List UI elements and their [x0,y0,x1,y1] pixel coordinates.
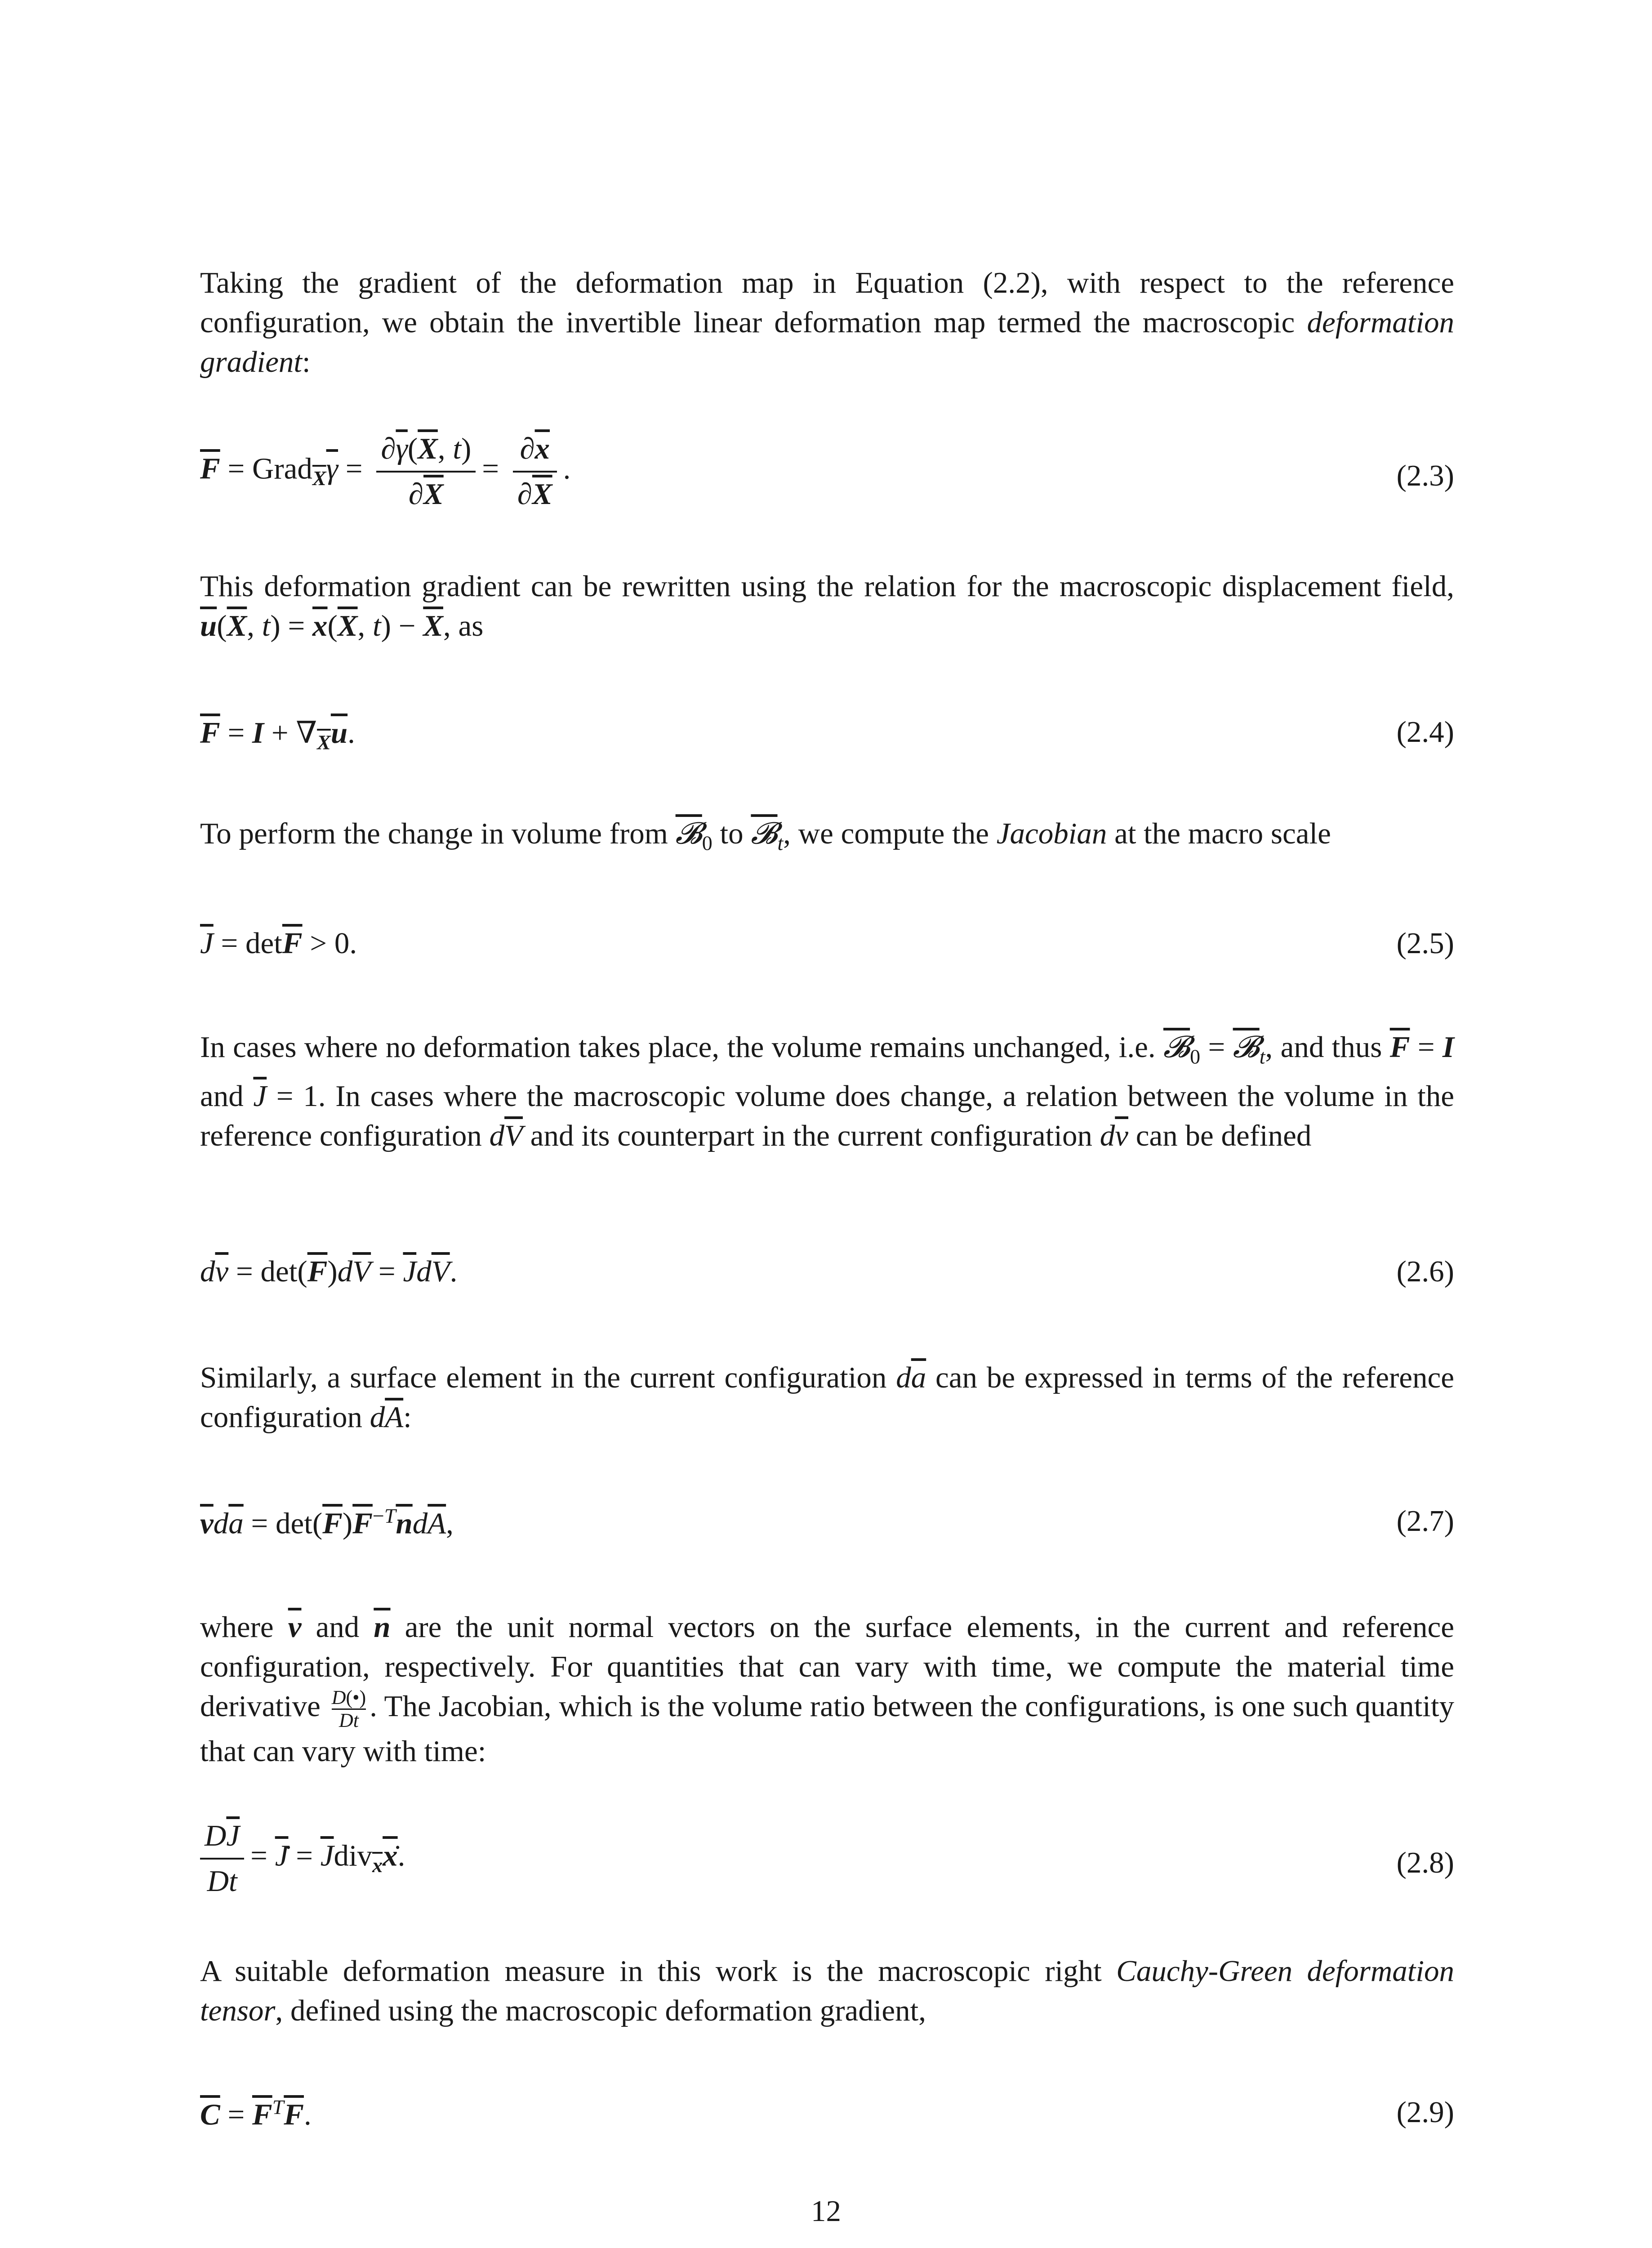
equation-body: $\overline{\nu}d\overline{a} = \det(\overline{F})\overline{F}^{-T}\overline{n}d\overline{A}$, [200,1504,454,1540]
text: Taking the gradient of the deformation map in Equation (2.2), with respect to the reference configuration, we obtain the invertible linear deformation map termed the macroscopic [200,266,1454,339]
text: , as [443,609,484,642]
text: A suitable deformation measure in this work is the macroscopic right [200,1954,1117,1988]
paragraph-cauchy-green [200,1951,1454,2030]
text: and its counterpart in the current configuration [523,1119,1100,1153]
equation-number: (2.9) [1396,2096,1454,2129]
equation-body: $d\overline{v} = \det(\overline{F})d\overline{V} = \overline{J}d\overline{V}$. [200,1255,458,1288]
equation-2-3 [200,432,1454,535]
text: , defined using the macroscopic deformation gradient, [275,1994,926,2027]
text: . In cases where the macroscopic volume does change, a relation between the volume in the reference configuration [200,1079,1454,1153]
text: Similarly, a surface element in the current configuration [200,1361,896,1394]
emphasis-cauchy-green: Cauchy-Green deformation tensor [200,1954,1454,2027]
equation-body: $\overline{F}$ = $Grad_{\overline{X}}\overline{\gamma}$ = $\frac{\partial\overline{\gamma}(\overline{X}, t)}{\partial\overline{X}}$ = $\frac{\partial\overline{x}}{\partial\overline{X}}$ . [200,432,571,511]
equation-number: (2.5) [1396,927,1454,960]
equation-2-8 [200,1819,1454,1922]
equation-body: $\overline{C} = \overline{F}^T\overline{F}$. [200,2096,312,2132]
equation-2-6 [200,1254,1454,1299]
text: are the unit normal vectors on the surface elements, in the current and reference configuration, respectively. For quantities that can vary with time, we compute the material time derivative [200,1610,1454,1723]
text: to [712,817,751,850]
equation-body: $\frac{D\overline{J}}{Dt}$ = $\overline{J}̇$ = $\overline{J}div_{\overline{x}}\overline{x}̇$. [200,1819,405,1899]
text: In cases where no deformation takes place, the volume remains unchanged, i.e. [200,1030,1163,1064]
equation-number: (2.8) [1396,1846,1454,1879]
paragraph-material-derivative: where $\overline{\nu}$ and $\overline{n}$ are the unit normal vectors on the surface elements, in the current and reference configuration, respectively. For quantities that can vary with time, we compute the material time derivative $\frac{D(•)}{Dt}$ . The Jacobian, which is the volume ratio between the configurations, is one such quantity that can vary with time: [200,1610,1454,1768]
text: : [403,1401,412,1434]
text: , and thus [1265,1030,1390,1064]
paragraph-volume-relation: In cases where no deformation takes place, the volume remains unchanged, i.e. 𝓑$_0$ = 𝓑$_t$, and thus $\overline{F} = I$ and $\overline{J} = 1$. In cases where the macroscopic volume does change, a relation between the volume in the reference configuration $d\overline{V}$ and its counterpart in the current configuration $d\overline{v}$ can be defined [200,1030,1454,1153]
equation-number: (2.4) [1396,715,1454,749]
emphasis-deformation-gradient: deformation gradient [200,306,1454,379]
paragraph-jacobian-intro: To perform the change in volume from 𝓑$_0$ to 𝓑$_t$, we compute the Jacobian at the macro scale [200,817,1331,855]
paragraph-surface-element: Similarly, a surface element in the current configuration $d\overline{a}$ can be expressed in terms of the reference configuration $d\overline{A}$: [200,1361,1454,1434]
equation-2-9 [200,2095,1454,2140]
equation-body: $\overline{J} = \det\overline{F} > 0$. [200,927,357,960]
text: , we compute the [783,817,997,850]
text: : [302,345,311,379]
equation-number: (2.6) [1396,1255,1454,1288]
text: where [200,1610,288,1644]
equation-body: $\overline{F} = I + \nabla_{\overline{X}}\overline{u}$. [200,716,355,754]
text: can be defined [1128,1119,1312,1153]
equation-2-5 [200,926,1454,971]
paragraph-deformation-gradient-intro [200,263,1454,382]
equation-2-4 [200,715,1454,760]
equation-number: (2.3) [1396,459,1454,492]
page-number: 12 [811,2194,841,2228]
text: . The Jacobian, which is the volume ratio between the configurations, is one such quantity that can vary with time: [200,1690,1454,1768]
equation-2-7 [200,1504,1454,1549]
text: To perform the change in volume from [200,817,676,850]
equation-number: (2.7) [1396,1504,1454,1538]
text: and [301,1610,374,1644]
inline-fraction-material-derivative: $\frac{D(•)}{Dt}$ [331,1686,366,1732]
text: This deformation gradient can be rewritten using the relation for the macroscopic displacement field, [200,570,1454,603]
paragraph-displacement-relation [200,566,1454,646]
inline-math-displacement: $\overline{u}(\overline{X}$, $t) = \overline{x}(\overline{X}$, $t) - \overline{X}$ [200,609,443,642]
emphasis-jacobian: Jacobian [996,817,1107,850]
text: can be expressed in terms of the reference configuration [200,1361,1454,1434]
text: at the macro scale [1107,817,1331,850]
text: and [200,1079,254,1113]
